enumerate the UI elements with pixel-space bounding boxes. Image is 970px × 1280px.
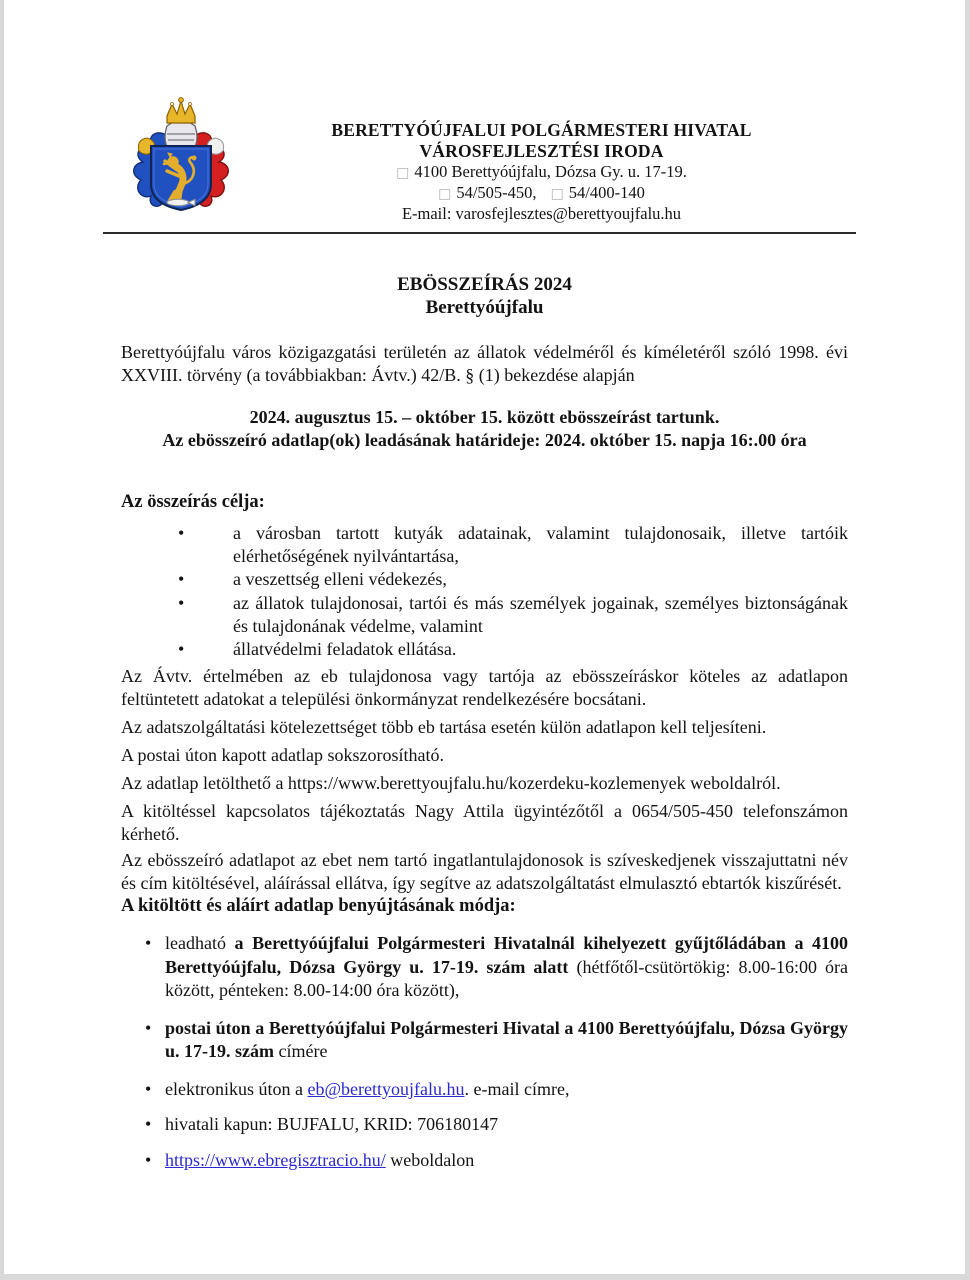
announcement-period: 2024. augusztus 15. – október 15. között ebösszeírást tartunk. bbox=[249, 407, 720, 427]
paragraph: Az Ávtv. értelmében az eb tulajdonosa vagy tartója az ebösszeíráskor köteles az adatlapon feltüntetett adatokat a települési önkormányzat rendelkezésére bocsátani. bbox=[121, 666, 848, 710]
list-item bbox=[121, 1149, 848, 1173]
list-item-text: hivatali kapun: BUJFALU, KRID: 706180147 bbox=[165, 1114, 499, 1135]
list-item bbox=[121, 1078, 848, 1102]
org-email: E-mail: varosfejlesztes@berettyoujfalu.hu bbox=[401, 204, 682, 223]
paragraph: A postai úton kapott adatlap sokszorosítható. bbox=[121, 745, 444, 766]
list-item-text: . e-mail címre, bbox=[464, 1078, 570, 1099]
phone-box-icon: □ bbox=[438, 186, 452, 202]
submission-list bbox=[121, 932, 848, 1172]
submission-heading: A kitöltött és aláírt adatlap benyújtásának módja: bbox=[121, 896, 516, 917]
list-item bbox=[121, 932, 848, 1003]
paragraph: Az adatszolgáltatási kötelezettséget több eb tartása esetén külön adatlapon kell teljesíteni. bbox=[121, 717, 767, 738]
org-name: BERETTYÓÚJFALUI POLGÁRMESTERI HIVATAL bbox=[331, 120, 752, 140]
list-item-text: elektronikus úton a bbox=[165, 1078, 308, 1099]
announcement bbox=[121, 406, 848, 452]
document-title: EBÖSSZEÍRÁS 2024 bbox=[397, 274, 572, 295]
purpose-heading: Az összeírás célja: bbox=[121, 492, 265, 512]
list-item-text: címére bbox=[274, 1041, 328, 1062]
letterhead bbox=[121, 0, 848, 224]
page-edge-right bbox=[965, 0, 970, 1280]
list-item bbox=[121, 1113, 848, 1137]
org-phone-2: 54/400-140 bbox=[568, 183, 645, 202]
address-box-icon: □ bbox=[396, 165, 410, 181]
paragraph: A kitöltéssel kapcsolatos tájékoztatás Nagy Attila ügyintézőtől a 0654/505-450 telefonszámon kérhető. bbox=[121, 801, 848, 845]
org-department: VÁROSFEJLESZTÉSI IRODA bbox=[419, 141, 664, 161]
email-link[interactable]: eb@berettyoujfalu.hu bbox=[307, 1078, 465, 1099]
list-item-text: weboldalon bbox=[385, 1149, 475, 1170]
coat-of-arms bbox=[127, 96, 235, 214]
list-item-text: leadható bbox=[165, 933, 235, 954]
phone-box-icon: □ bbox=[550, 186, 564, 202]
coat-of-arms-icon bbox=[127, 96, 235, 214]
list-item: • a veszettség elleni védekezés, bbox=[121, 568, 848, 591]
page-edge-left bbox=[0, 0, 4, 1280]
crown-icon bbox=[167, 98, 195, 123]
intro-paragraph: Berettyóújfalu város közigazgatási területén az állatok védelméről és kíméletéről szóló 1998. évi XXVIII. törvény (a továbbiakban: Ávtv.) 42/B. § (1) bekezdése alapján bbox=[121, 342, 848, 385]
list-item-text-bold: postai úton a Berettyóújfalui Polgármesteri Hivatal a 4100 Berettyóújfalu, Dózsa György u. 17-19. szám bbox=[165, 1017, 848, 1062]
list-item-text-bold: a Berettyóújfalui Polgármesteri Hivatalnál kihelyezett gyűjtőládában a 4100 Berettyóújfalu, Dózsa György u. 17-19. szám alatt bbox=[165, 933, 848, 977]
list-item: • állatvédelmi feladatok ellátása. bbox=[121, 638, 848, 661]
paragraph: Az adatlap letölthető a https://www.berettyoujfalu.hu/kozerdeku-kozlemenyek weboldalról. bbox=[121, 773, 781, 794]
document-subtitle: Berettyóújfalu bbox=[425, 296, 544, 318]
org-address bbox=[235, 162, 848, 183]
paragraph: Az ebösszeíró adatlapot az ebet nem tartó ingatlantulajdonosok is szíveskedjenek visszajuttatni név és cím kitöltésével, aláírással ellátva, így segítve az adatszolgáltatást elmulasztó ebtartók kiszűrését. bbox=[121, 850, 848, 894]
org-address-text: 4100 Berettyóújfalu, Dózsa Gy. u. 17-19. bbox=[414, 162, 687, 181]
purpose-list bbox=[121, 522, 848, 661]
list-item: • a városban tartott kutyák adatainak, valamint tulajdonosaik, illetve tartóik elérhetőségének nyilvántartása, bbox=[121, 522, 848, 568]
header-divider bbox=[103, 232, 856, 234]
list-item bbox=[121, 1017, 848, 1064]
list-item: • az állatok tulajdonosai, tartói és más személyek jogainak, személyes biztonságának és tulajdonának védelme, valamint bbox=[121, 592, 848, 638]
registration-site-link[interactable]: https://www.ebregisztracio.hu/ bbox=[165, 1149, 386, 1170]
org-phone-1: 54/505-450, bbox=[456, 183, 537, 202]
announcement-deadline: Az ebösszeíró adatlap(ok) leadásának határideje: 2024. október 15. napja 16:.00 óra bbox=[162, 430, 807, 450]
body-paragraphs bbox=[121, 665, 848, 895]
org-phones bbox=[235, 183, 848, 204]
page-edge-bottom bbox=[0, 1274, 970, 1280]
list-item-text: (hétfőtől-csütörtökig: 8.00-16:00 óra között, pénteken: 8.00-14:00 óra között), bbox=[165, 956, 848, 1001]
